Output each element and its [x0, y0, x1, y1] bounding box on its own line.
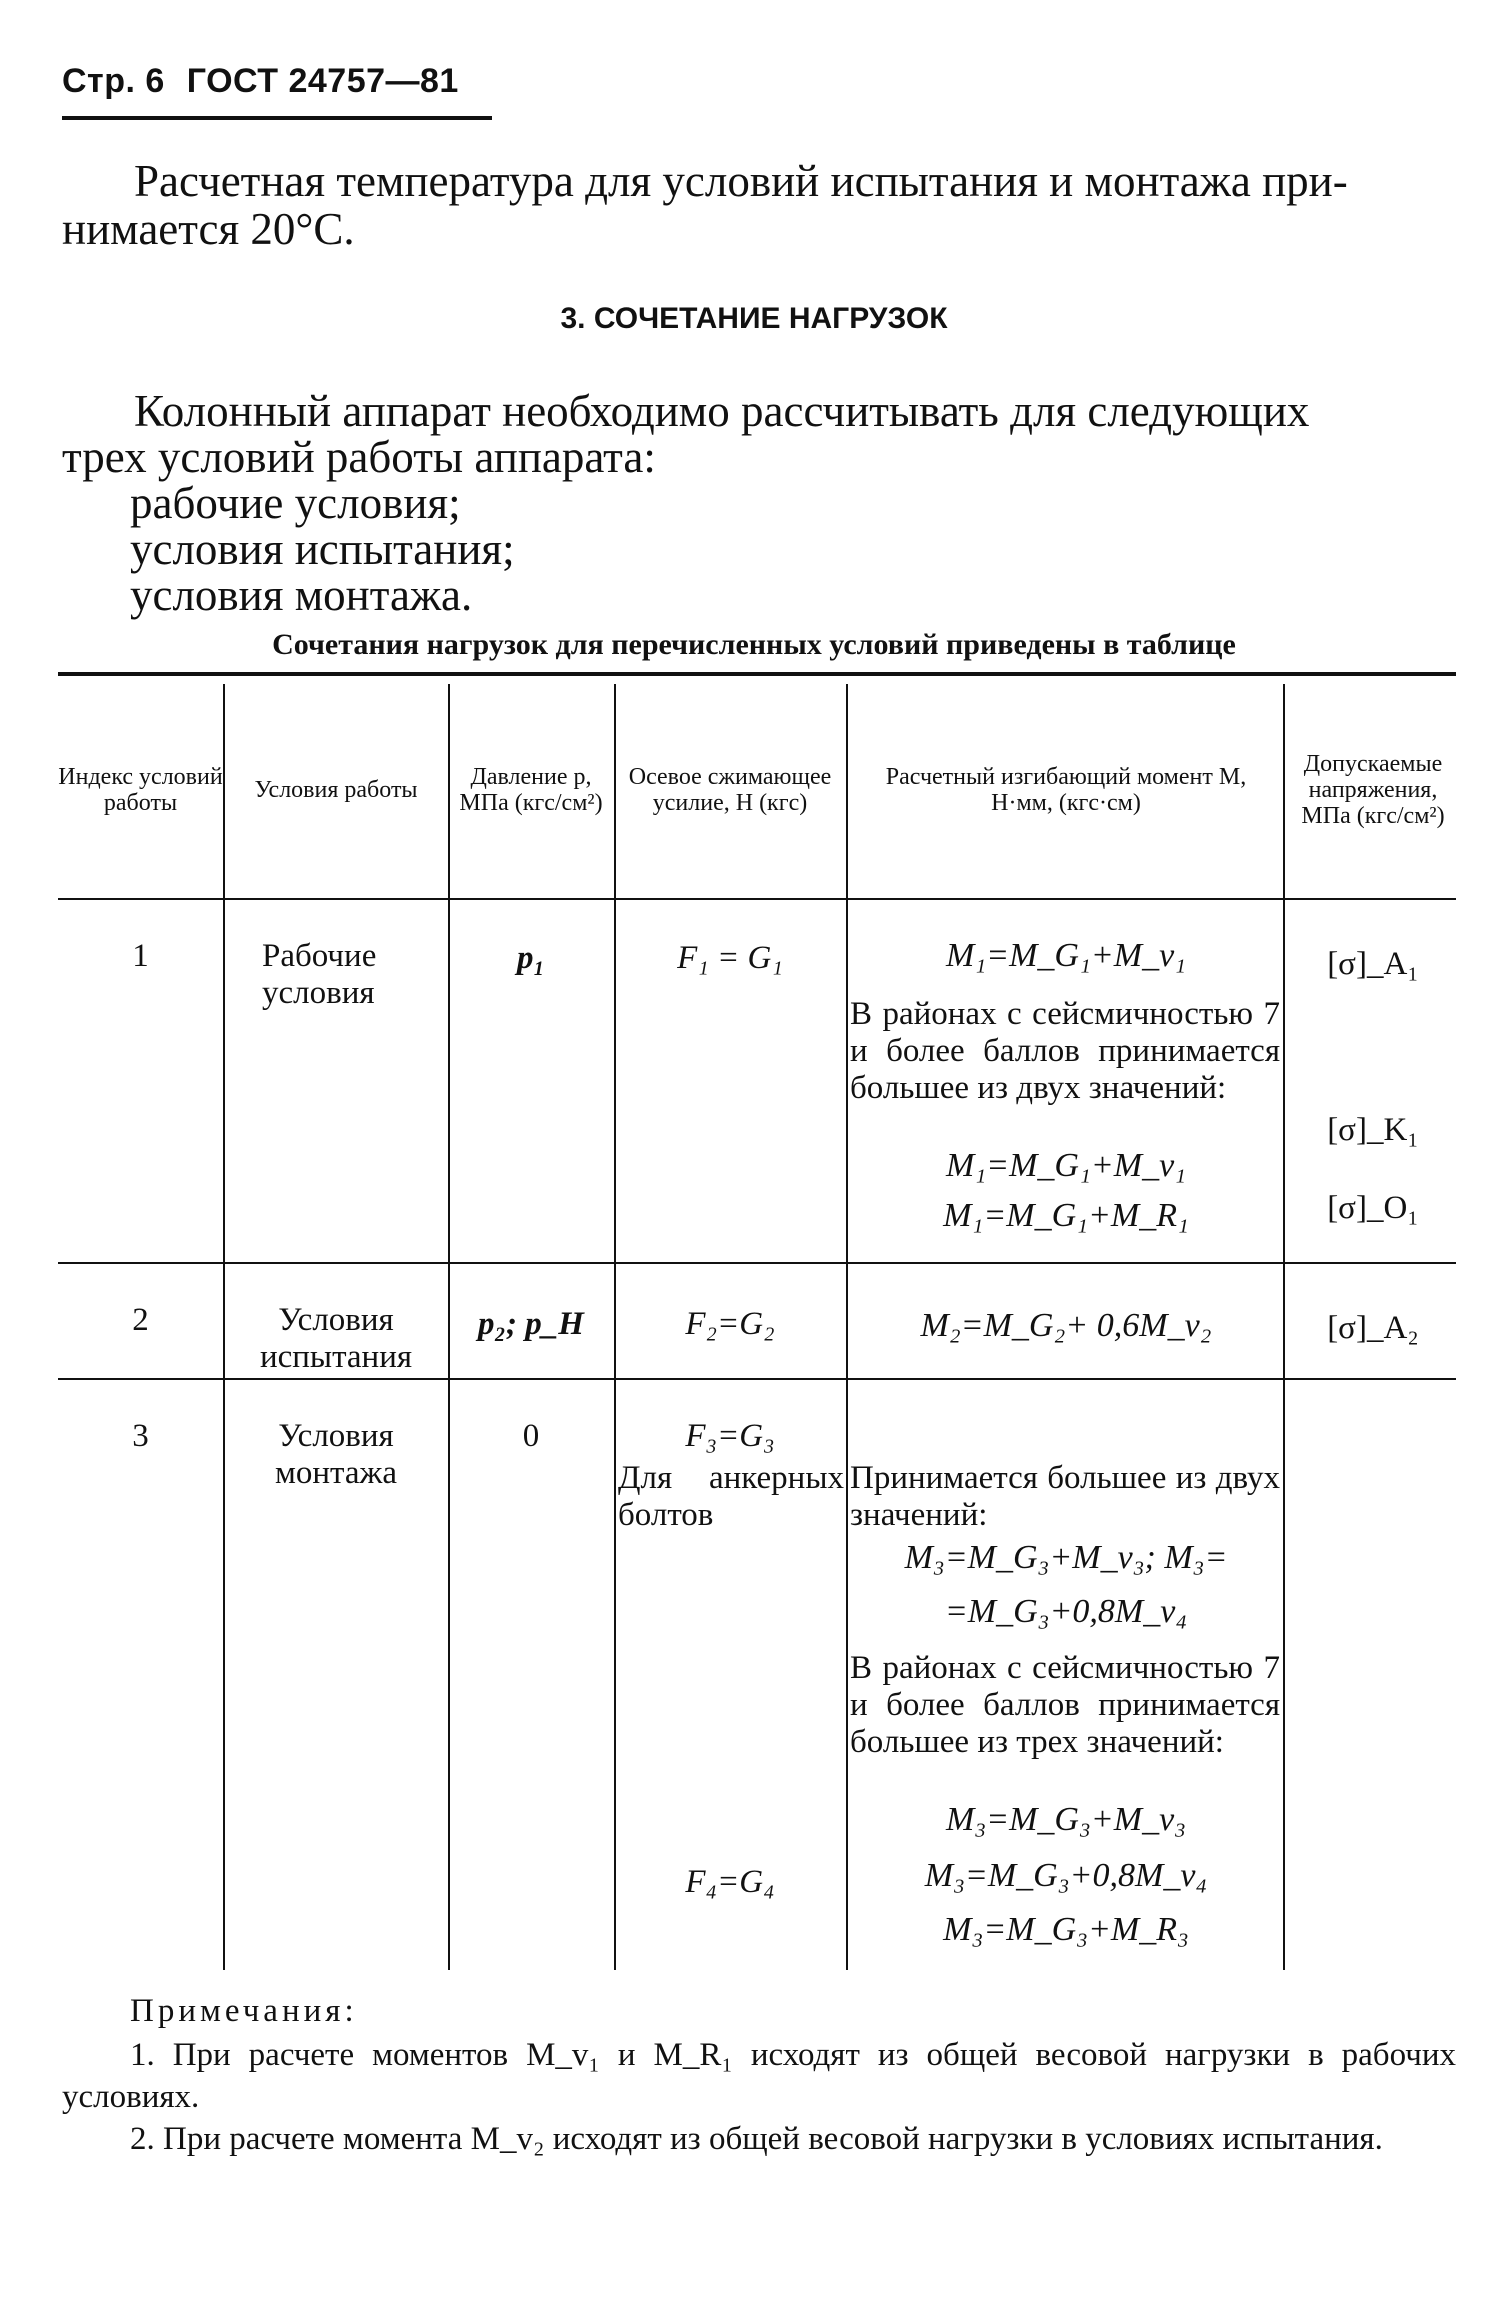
section-text-line-2: трех условий работы аппарата:	[62, 432, 656, 482]
page-header	[62, 62, 459, 101]
row2-stress: [σ]_A₂	[1327, 1310, 1419, 1346]
intro-line-2: нимается 20°C.	[62, 204, 355, 254]
row3-force: F₃=G₃	[685, 1418, 775, 1454]
list-item: рабочие условия;	[130, 478, 461, 528]
column-divider	[1283, 684, 1285, 1970]
list-item: условия испытания;	[130, 524, 515, 574]
notes-title: Примечания:	[130, 1993, 358, 2029]
row3-moment-formula-4: M₃=M_G₃+M_R₃	[943, 1911, 1189, 1948]
row3-moment-formula-1: M₃=M_G₃+M_v₃; M₃=	[904, 1539, 1228, 1576]
row3-index: 3	[132, 1418, 149, 1454]
section-text-line-1: Колонный аппарат необходимо рассчитывать для следующих	[134, 386, 1310, 436]
header-text: Условия работы	[254, 777, 418, 803]
column-divider	[448, 684, 450, 1970]
column-header-stress	[1290, 690, 1456, 890]
row-divider	[58, 1262, 1456, 1264]
row-divider	[58, 1378, 1456, 1380]
column-header-condition	[232, 690, 440, 890]
row3-moment-formula-1b: =M_G₃+0,8M_v₄	[944, 1593, 1188, 1630]
row1-condition: Рабочие условия	[262, 938, 377, 1011]
header-text: Допускаемые напряжения, МПа (кгс/см²)	[1301, 751, 1445, 829]
row3-force-note: Для анкерных болтов	[618, 1460, 844, 1533]
column-header-index	[58, 690, 223, 890]
table-caption: Сочетания нагрузок для перечисленных условий приведены в таблице	[272, 628, 1236, 661]
row2-moment-formula: M₂=M_G₂+ 0,6M_v₂	[920, 1307, 1212, 1344]
row1-pressure: p₁	[516, 940, 545, 976]
row1-force: F₁ = G₁	[677, 940, 783, 976]
row1-moment-text: В районах с сейсмичностью 7 и более баллов принимается большее из двух значений:	[850, 996, 1280, 1106]
section-title: 3. СОЧЕТАНИЕ НАГРУЗОК	[560, 302, 948, 335]
column-header-moment	[856, 690, 1276, 890]
row1-moment-formula-3: M₁=M_G₁+M_R₁	[943, 1197, 1189, 1234]
column-header-pressure	[452, 690, 610, 890]
header-text: Давление p, МПа (кгс/см²)	[459, 764, 603, 816]
column-divider	[223, 684, 225, 1970]
table-header-rule	[58, 898, 1456, 900]
row2-pressure: p₂; p_H	[478, 1306, 584, 1342]
standard-number: ГОСТ 24757—81	[186, 62, 459, 100]
row3-moment-formula-2: M₃=M_G₃+M_v₃	[946, 1801, 1186, 1838]
table-top-rule	[58, 672, 1456, 676]
header-text: Осевое сжимающее усилие, Н (кгс)	[628, 764, 832, 816]
row2-condition: Условия испытания	[259, 1302, 413, 1375]
note-2: 2. При расчете момента M_v₂ исходят из общей весовой нагрузки в условиях испытания.	[130, 2121, 1383, 2157]
header-rule	[62, 116, 492, 120]
row3-moment-formula-3: M₃=M_G₃+0,8M_v₄	[924, 1857, 1208, 1894]
row3-pressure: 0	[522, 1418, 540, 1454]
row3-condition: Условия монтажа	[275, 1418, 397, 1491]
note-1: 1. При расчете моментов M_v₁ и M_R₁ исходят из общей весовой нагрузки в рабочих условиях.	[62, 2037, 1456, 2115]
row3-force-2: F₄=G₄	[685, 1864, 775, 1900]
row3-moment-text-2: В районах с сейсмичностью 7 и более баллов принимается большее из трех значений:	[850, 1650, 1280, 1760]
header-text: Индекс условий работы	[58, 764, 223, 816]
intro-line-1: Расчетная температура для условий испытания и монтажа при-	[134, 156, 1348, 206]
row1-moment-formula-2: M₁=M_G₁+M_v₁	[946, 1147, 1186, 1184]
column-divider	[846, 684, 848, 1970]
list-item: условия монтажа.	[130, 570, 473, 620]
column-divider	[614, 684, 616, 1970]
row1-moment-formula: M₁=M_G₁+M_v₁	[946, 937, 1186, 974]
page-number: Стр. 6	[62, 62, 165, 100]
row2-force: F₂=G₂	[685, 1306, 775, 1342]
row1-stress-1: [σ]_A₁	[1327, 946, 1419, 982]
row3-moment-text-1: Принимается большее из двух значений:	[850, 1460, 1280, 1533]
column-header-force	[620, 690, 840, 890]
row1-stress-3: [σ]_O₁	[1327, 1190, 1419, 1226]
row1-stress-2: [σ]_K₁	[1327, 1112, 1419, 1148]
row1-index: 1	[132, 938, 149, 974]
row2-index: 2	[132, 1302, 149, 1338]
header-text: Расчетный изгибающий момент M, Н·мм, (кгс·см)	[885, 764, 1247, 816]
